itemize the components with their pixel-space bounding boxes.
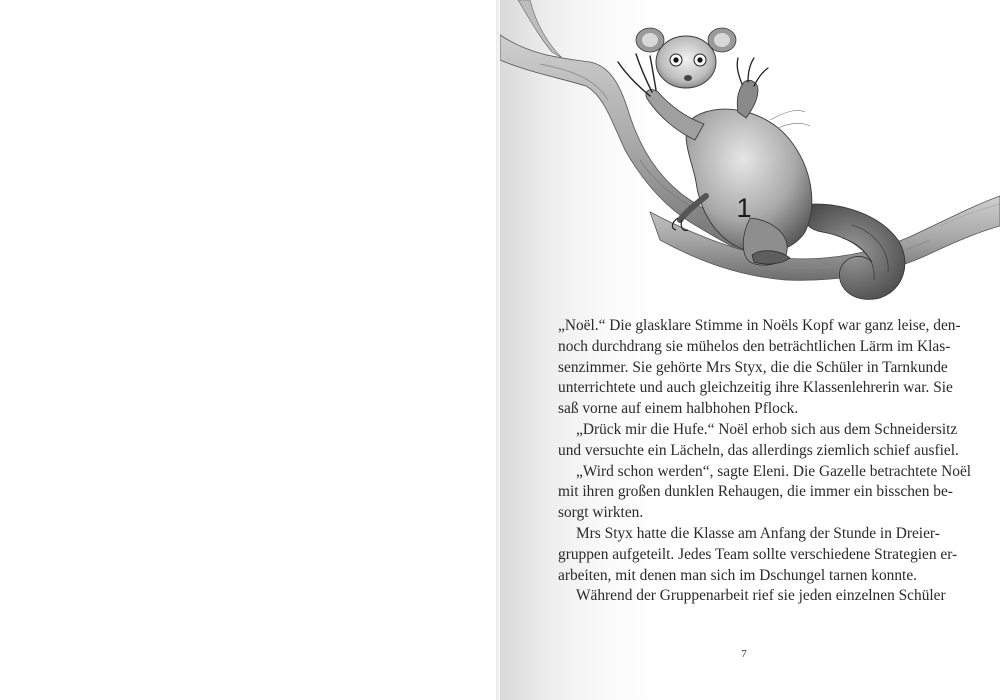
- text-line: Während der Gruppenarbeit rief sie jeden einzelnen Schüler: [576, 587, 946, 605]
- text-line: und versuchte ein Lächeln, das allerdings ziemlich schief ausfiel.: [558, 441, 959, 459]
- chapter-number: 1: [736, 193, 752, 223]
- text-line: „Drück mir die Hufe.“ Noël erhob sich aus dem Schneidersitz: [576, 420, 958, 438]
- text-line: sorgt wirkten.: [558, 504, 644, 522]
- left-page-blank: [0, 0, 498, 700]
- text-line: gruppen aufgeteilt. Jedes Team sollte verschiedene Strategien er-: [558, 545, 958, 563]
- page-number: 7: [741, 648, 747, 660]
- text-line: senzimmer. Sie gehörte Mrs Styx, die die Schüler in Tarnkunde: [558, 358, 948, 376]
- text-line: unterrichtete und auch gleichzeitig ihre Klassenlehrerin war. Sie: [558, 379, 953, 397]
- text-line: „Wird schon werden“, sagte Eleni. Die Gazelle betrachtete Noël: [576, 462, 972, 480]
- text-line: Mrs Styx hatte die Klasse am Anfang der Stunde in Dreier-: [576, 524, 940, 542]
- text-line: mit ihren großen dunklen Rehaugen, die immer ein bisschen be-: [558, 483, 953, 501]
- text-line: saß vorne auf einem halbhohen Pflock.: [558, 400, 799, 418]
- chapter-body-text: [558, 316, 972, 607]
- right-page: [500, 0, 1000, 700]
- text-line: noch durchdrang sie mühelos den beträchtlichen Lärm im Klas-: [558, 337, 951, 355]
- text-line: arbeiten, mit denen man sich im Dschungel tarnen konnte.: [558, 566, 918, 584]
- aye-aye-on-branch-illustration: [500, 0, 1000, 310]
- text-line: „Noël.“ Die glasklare Stimme in Noëls Kopf war ganz leise, den-: [558, 317, 961, 334]
